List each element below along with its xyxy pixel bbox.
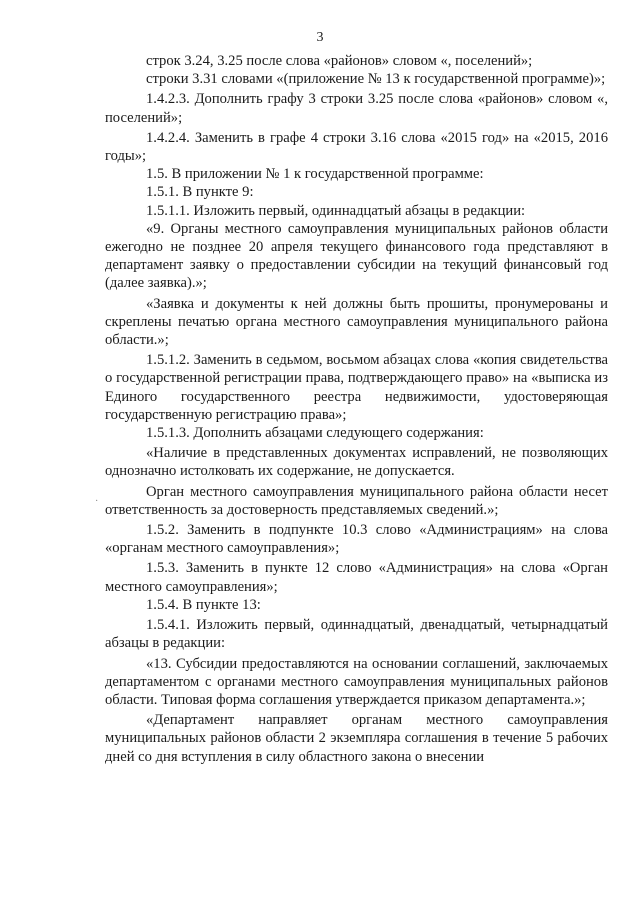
page-number: 3 [316, 30, 324, 45]
paragraph: 1.5.3. Заменить в пункте 12 слово «Администрация» на слова «Орган местного самоуправления»; [105, 560, 608, 595]
paragraph: «9. Органы местного самоуправления муниципальных районов области ежегодно не позднее 20 апреля текущего финансового года представляют в департамент заявку о предоставлении субсидии на текущий финансовый год (далее заявка).»; [105, 220, 608, 292]
paragraph: 1.5.2. Заменить в подпункте 10.3 слово «Администрациям» на слова «органам местного самоуправления»; [105, 522, 608, 557]
paragraph: 1.4.2.3. Дополнить графу 3 строки 3.25 после слова «районов» словом «, поселений»; [105, 91, 608, 126]
paragraph: Орган местного самоуправления муниципального района области несет ответственность за достоверность представляемых сведений.»; [105, 483, 608, 518]
margin-mark: · [95, 496, 99, 507]
paragraph: «Наличие в представленных документах исправлений, не позволяющих однозначно истолковать их содержание, не допускается. [105, 445, 608, 480]
paragraph: 1.5.1.3. Дополнить абзацами следующего содержания: [146, 425, 484, 442]
paragraph: «Заявка и документы к ней должны быть прошиты, пронумерованы и скреплены печатью органа местного самоуправления муниципального района области.»; [105, 295, 608, 349]
paragraph: «13. Субсидии предоставляются на основании соглашений, заключаемых департаментом с органами местного самоуправления муниципальных районов области. Типовая форма соглашения утверждается приказом департамента.»; [105, 655, 608, 708]
paragraph: 1.5.1.2. Заменить в седьмом, восьмом абзацах слова «копия свидетельства о государственной регистрации права, подтверждающего право» на «выписка из Единого государственного реестра недвижимости, удостоверяющая государственную регистрацию права»; [105, 352, 608, 423]
paragraph: строк 3.24, 3.25 после слова «районов» словом «, поселений»; [146, 53, 533, 69]
paragraph: «Департамент направляет органам местного самоуправления муниципальных районов области 2 экземпляра соглашения в течение 5 рабочих дней со дня вступления в силу областного закона о внесении [105, 712, 608, 765]
paragraph: 1.5.1.1. Изложить первый, одиннадцатый абзацы в редакции: [146, 202, 526, 219]
paragraph: 1.4.2.4. Заменить в графе 4 строки 3.16 слова «2015 год» на «2015, 2016 годы»; [105, 129, 608, 165]
paragraph: 1.5.4. В пункте 13: [146, 596, 261, 613]
paragraph: строки 3.31 словами «(приложение № 13 к государственной программе)»; [146, 71, 606, 88]
document-body [105, 52, 608, 766]
paragraph: 1.5.1. В пункте 9: [146, 184, 254, 201]
paragraph: 1.5.4.1. Изложить первый, одиннадцатый, двенадцатый, четырнадцатый абзацы в редакции: [105, 617, 608, 652]
paragraph: 1.5. В приложении № 1 к государственной программе: [146, 166, 484, 183]
